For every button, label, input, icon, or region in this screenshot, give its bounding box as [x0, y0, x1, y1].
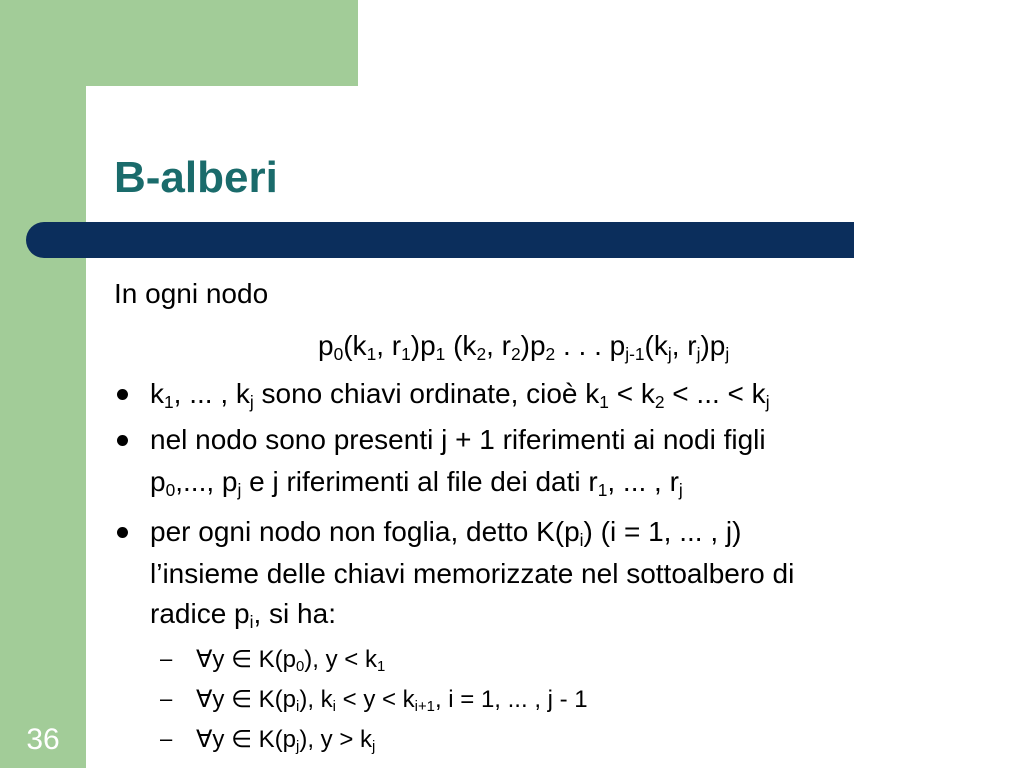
bullet-references-line1: nel nodo sono presenti j + 1 riferimenti ai nodi figli: [150, 424, 766, 455]
sub-item-dash: –: [160, 726, 173, 751]
bullet-dot: [117, 435, 128, 446]
bullet-subtree-line1: per ogni nodo non foglia, detto $K(p_i) (i = 1$, ... , j): [150, 516, 742, 550]
bullet-dot: [117, 389, 128, 400]
node-formula: $p_0(k_1$, $r_1)p_1$ ($k_2$, $r_2)p_2$ . . . $p_{j-1}(k_j$, $r_j)p_j$: [318, 330, 730, 364]
sub-item-dash: –: [160, 686, 173, 711]
slide-title: B-alberi: [114, 153, 278, 202]
sub-item-pi: ∀y ∈ $K(p_i)$, $k_i < y < k_{i+1}$, i = 1, ... , j - 1: [196, 686, 588, 716]
bullet-dot: [117, 527, 128, 538]
bullet-references-line2: $p_0$,..., $p_j$ e j riferimenti al file dei dati $r_1$, ... , $r_j$: [150, 466, 683, 500]
bullet-subtree-line2: l’insieme delle chiavi memorizzate nel sottoalbero di: [150, 558, 795, 589]
sub-item-p0: ∀y ∈ $K(p_0)$, $y < k_1$: [196, 646, 386, 676]
bullet-subtree-line3: radice $p_i$, si ha:: [150, 598, 336, 632]
sub-item-pj: ∀y ∈ $K(p_j)$, $y > k_j$: [196, 726, 376, 756]
bullet-keys-ordered: $k_1$, ... , $k_j$ sono chiavi ordinate, cioè $k_1 < k_2$ < ... < $k_j$: [150, 378, 770, 412]
intro-text: In ogni nodo: [114, 278, 269, 309]
slide-number: 36: [26, 723, 60, 756]
sub-item-dash: –: [160, 646, 173, 671]
